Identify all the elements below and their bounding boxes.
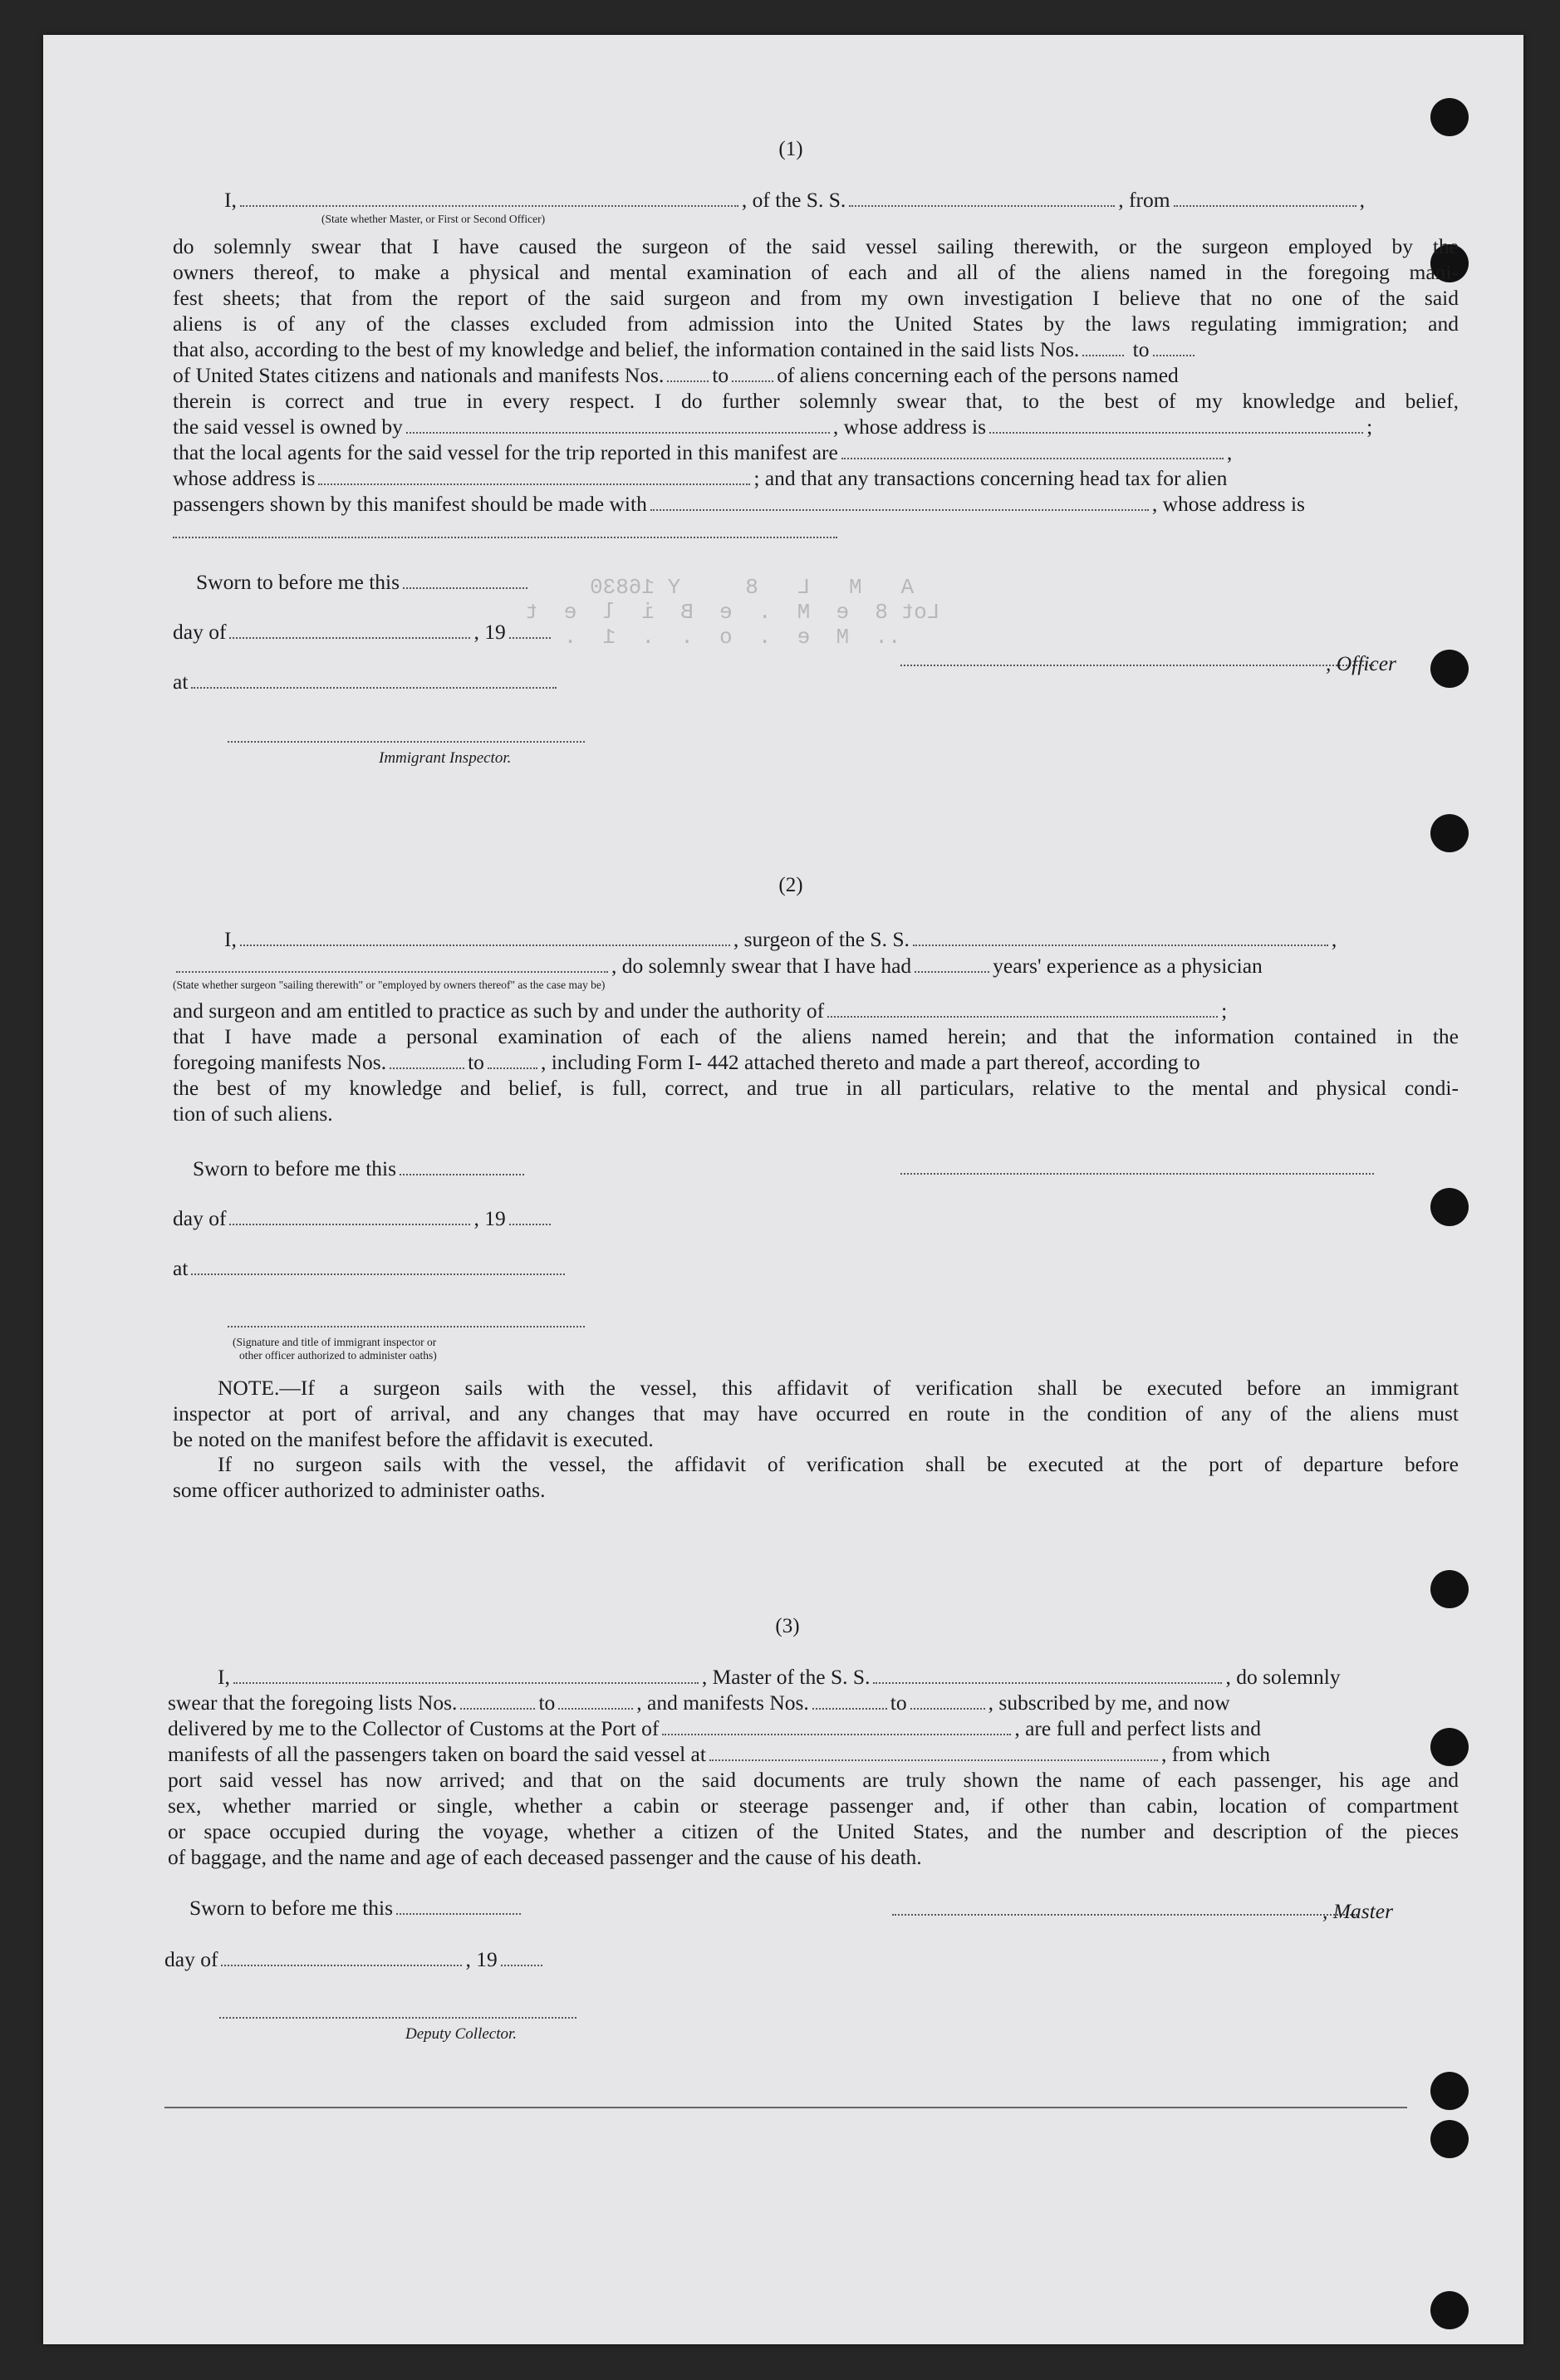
collector-signature-line [219,2017,576,2019]
officer-caption: (State whether Master, or First or Second Officer) [321,213,546,225]
section-2-line-6: the best of my knowledge and belief, is full, correct, and true in all particulars, relative to the mental and physical condi- [173,1076,1459,1100]
document-page [43,35,1523,2344]
section-3-line-8: of baggage, and the name and age of each deceased passenger and the cause of his death. [168,1845,922,1869]
day-of-line-1: day of , 19 [173,620,554,645]
binder-hole-6 [1430,1570,1469,1608]
oath-officer-signature-line [228,1326,585,1327]
binder-hole-10 [1430,2291,1469,2329]
section-2-line-5: foregoing manifests Nos. to , including Form I- 442 attached thereto and made a part thereof, according to [173,1050,1200,1074]
note-line-1: NOTE.—If a surgeon sails with the vessel, this affidavit of verification shall be executed before an immigrant [218,1376,1459,1400]
sworn-line-1: Sworn to before me this [196,570,531,595]
section-3-line-2: swear that the foregoing lists Nos. to , and manifests Nos. to , subscribed by me, and now [168,1691,1230,1715]
note-line-2: inspector at port of arrival, and any changes that may have occurred en route in the condition of any of the aliens must [173,1401,1459,1426]
section-1-number: (1) [778,138,803,160]
section-1-line-2: do solemnly swear that I have caused the surgeon of the said vessel sailing therewith, or the surgeon employed by the [173,234,1459,258]
section-2-line-2: , do solemnly swear that I have had years' experience as a physician [173,954,1459,979]
section-3-line-1: I, , Master of the S. S. , do solemnly [218,1665,1341,1689]
signature-caption-line-2: other officer authorized to administer oaths) [239,1349,437,1362]
sworn-line-2: Sworn to before me this [193,1156,527,1181]
section-1-line-7: of United States citizens and nationals and manifests Nos. to of aliens concerning each of the persons named [173,363,1179,387]
officer-signature-line [900,665,1374,666]
section-2-line-7: tion of such aliens. [173,1102,333,1126]
binder-hole-1 [1430,98,1469,136]
bleed-through-text: A M L 8 Y 16830 Lot 8 e M . e B i l e t .. M e . o . . 1 . [525,575,940,650]
section-1-line-9: the said vessel is owned by , whose address is ; [173,415,1373,439]
deputy-collector-label: Deputy Collector. [405,2025,518,2043]
binder-hole-5 [1430,1188,1469,1226]
officer-label: , Officer [1326,651,1396,675]
section-1-line-3: owners thereof, to make a physical and mental examination of each and all of the aliens named in the foregoing mani- [173,260,1459,284]
section-3-line-3: delivered by me to the Collector of Customs at the Port of , are full and perfect lists and [168,1716,1262,1740]
section-1-line-6: that also, according to the best of my knowledge and belief, the information contained in the said lists Nos. to [173,337,1459,362]
note-line-5: some officer authorized to administer oaths. [173,1478,546,1502]
master-label: , Master [1322,1899,1393,1923]
section-3-line-5: port said vessel has now arrived; and that on the said documents are truly shown the name of each passenger, his age and [168,1768,1459,1792]
signature-caption-line-1: (Signature and title of immigrant inspector or [233,1336,437,1348]
section-3-line-6: sex, whether married or single, whether a cabin or steerage passenger and, if other than cabin, location of compartment [168,1794,1459,1818]
master-signature-line [892,1914,1357,1916]
day-of-line-2: day of , 19 [173,1206,554,1231]
binder-hole-8 [1430,2072,1469,2110]
surgeon-caption: (State whether surgeon "sailing therewith" or "employed by owners thereof" as the case may be) [173,979,606,991]
binder-hole-4 [1430,814,1469,852]
sworn-line-3: Sworn to before me this [189,1896,524,1921]
at-line-1: at [173,670,560,694]
blank-line [173,537,837,538]
surgeon-signature-line [900,1173,1374,1175]
section-1-line-11: whose address is ; and that any transactions concerning head tax for alien [173,466,1228,490]
binder-hole-9 [1430,2120,1469,2158]
section-3-line-7: or space occupied during the voyage, whether a citizen of the United States, and the number and description of the pieces [168,1819,1459,1843]
immigrant-inspector-label: Immigrant Inspector. [379,749,512,767]
note-line-3: be noted on the manifest before the affidavit is executed. [173,1427,654,1451]
section-2-line-3: and surgeon and am entitled to practice as such by and under the authority of ; [173,999,1228,1023]
section-2-line-4: that I have made a personal examination of each of the aliens named herein; and that the information contained in the [173,1024,1459,1048]
section-1-line-10: that the local agents for the said vessel for the trip reported in this manifest are , [173,440,1233,464]
day-of-line-3: day of , 19 [164,1947,546,1972]
at-line-2: at [173,1256,568,1281]
section-1-line-8: therein is correct and true in every respect. I do further solemnly swear that, to the best of my knowledge and belief, [173,389,1459,413]
section-2-line-1: I, , surgeon of the S. S. , [224,927,1337,951]
section-3-line-4: manifests of all the passengers taken on board the said vessel at , from which [168,1742,1270,1766]
section-3-number: (3) [775,1615,800,1637]
section-1-line-1: I, , of the S. S. , from , [224,188,1365,212]
binder-hole-3 [1430,650,1469,688]
note-line-4: If no surgeon sails with the vessel, the affidavit of verification shall be executed at the port of departure before [218,1452,1459,1476]
section-1-line-5: aliens is of any of the classes excluded from admission into the United States by the laws regulating immigration; and [173,312,1459,336]
bottom-rule [164,2107,1407,2108]
section-2-number: (2) [778,874,803,896]
section-1-line-12: passengers shown by this manifest should be made with , whose address is [173,492,1305,516]
inspector-signature-line [228,741,585,743]
section-1-line-4: fest sheets; that from the report of the said surgeon and from my own investigation I believe that no one of the said [173,286,1459,310]
